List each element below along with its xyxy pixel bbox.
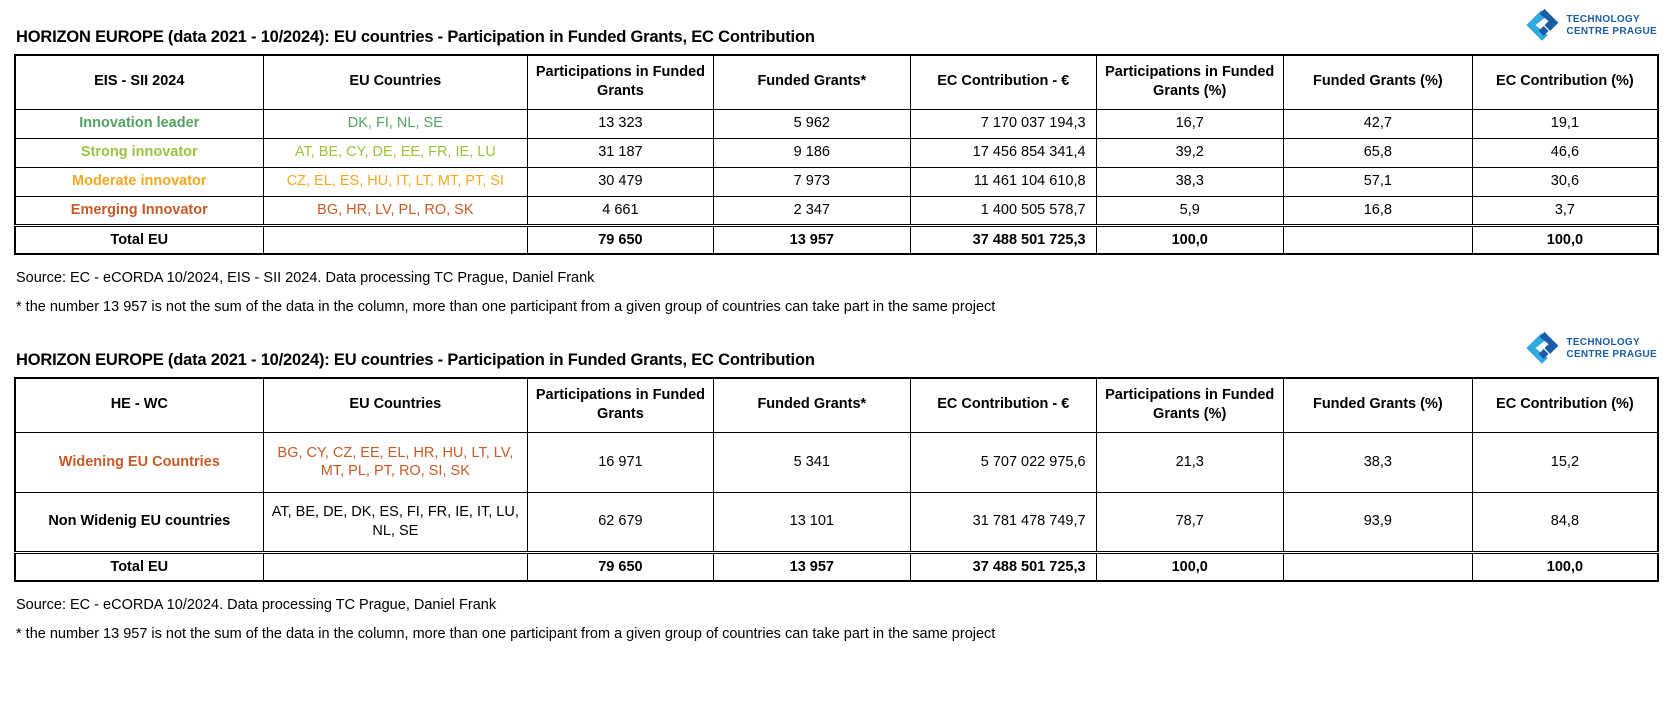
footnote: * the number 13 957 is not the sum of the data in the column, more than one participant from a given group of countries can take part in the same project (16, 626, 996, 642)
row-countries: BG, CY, CZ, EE, EL, HR, HU, LT, LV, MT, PL, PT, RO, SI, SK (263, 432, 528, 492)
row-value: 5 962 (713, 109, 910, 138)
row-label: Non Widenig EU countries (15, 492, 263, 552)
he-wc-table (14, 377, 1659, 582)
row-value: 78,7 (1096, 492, 1283, 552)
source-note: Source: EC - eCORDA 10/2024, EIS - SII 2024. Data processing TC Prague, Daniel Frank (16, 270, 595, 286)
row-countries: AT, BE, CY, DE, EE, FR, IE, LU (263, 138, 528, 167)
row-countries: AT, BE, DE, DK, ES, FI, FR, IE, IT, LU, NL, SE (263, 492, 528, 552)
row-value: 15,2 (1472, 432, 1658, 492)
source-note: Source: EC - eCORDA 10/2024. Data processing TC Prague, Daniel Frank (16, 597, 497, 613)
col-header-participations-pct: Participations in Funded Grants (%) (1096, 378, 1283, 432)
row-label: Emerging Innovator (15, 196, 263, 225)
row-value: 16,7 (1096, 109, 1283, 138)
row-value: 100,0 (1472, 552, 1658, 581)
row-countries: BG, HR, LV, PL, RO, SK (263, 196, 528, 225)
col-header-countries: EU Countries (263, 55, 528, 109)
col-header-countries: EU Countries (263, 378, 528, 432)
page-title: HORIZON EUROPE (data 2021 - 10/2024): EU countries - Participation in Funded Grants, EC Contribution (16, 351, 815, 369)
row-value: 37 488 501 725,3 (910, 225, 1096, 254)
table-row (15, 492, 1658, 552)
col-header-participations-pct: Participations in Funded Grants (%) (1096, 55, 1283, 109)
row-countries (263, 225, 528, 254)
section-eis-sii (14, 6, 1659, 315)
row-label: Total EU (15, 552, 263, 581)
tc-prague-logo (1524, 8, 1657, 44)
logo-text-line1: TECHNOLOGY (1566, 14, 1640, 25)
row-label: Total EU (15, 225, 263, 254)
row-value: 17 456 854 341,4 (910, 138, 1096, 167)
row-value: 21,3 (1096, 432, 1283, 492)
row-value: 16,8 (1283, 196, 1472, 225)
row-label: Innovation leader (15, 109, 263, 138)
total-row (15, 225, 1658, 254)
row-value: 11 461 104 610,8 (910, 167, 1096, 196)
col-header-ec-contribution-pct: EC Contribution (%) (1472, 378, 1658, 432)
row-value: 9 186 (713, 138, 910, 167)
row-value: 2 347 (713, 196, 910, 225)
col-header-participations: Participations in Funded Grants (528, 55, 714, 109)
row-value: 65,8 (1283, 138, 1472, 167)
page-title: HORIZON EUROPE (data 2021 - 10/2024): EU countries - Participation in Funded Grants, EC Contribution (16, 28, 815, 46)
tc-prague-logo-text (1566, 337, 1657, 361)
col-header-funded-grants: Funded Grants* (713, 378, 910, 432)
row-value: 3,7 (1472, 196, 1658, 225)
row-label: Strong innovator (15, 138, 263, 167)
row-value: 4 661 (528, 196, 714, 225)
row-value: 100,0 (1096, 225, 1283, 254)
row-value: 30 479 (528, 167, 714, 196)
row-value: 93,9 (1283, 492, 1472, 552)
row-value: 38,3 (1096, 167, 1283, 196)
header-row (15, 378, 1658, 432)
eis-sii-table (14, 54, 1659, 255)
table-row (15, 432, 1658, 492)
row-value: 57,1 (1283, 167, 1472, 196)
col-header-funded-grants-pct: Funded Grants (%) (1283, 55, 1472, 109)
row-value (1283, 552, 1472, 581)
tc-diamond-logo-icon (1524, 8, 1560, 44)
title-row (14, 329, 1659, 371)
row-value: 13 957 (713, 552, 910, 581)
logo-text-line2: CENTRE PRAGUE (1566, 26, 1657, 37)
tc-prague-logo-text (1566, 14, 1657, 38)
col-header-ec-contribution-pct: EC Contribution (%) (1472, 55, 1658, 109)
table-row (15, 167, 1658, 196)
row-value: 5,9 (1096, 196, 1283, 225)
row-countries: CZ, EL, ES, HU, IT, LT, MT, PT, SI (263, 167, 528, 196)
logo-text-line2: CENTRE PRAGUE (1566, 349, 1657, 360)
row-value: 16 971 (528, 432, 714, 492)
row-value: 79 650 (528, 552, 714, 581)
table-row (15, 138, 1658, 167)
row-value: 13 101 (713, 492, 910, 552)
row-value: 19,1 (1472, 109, 1658, 138)
col-header-group: EIS - SII 2024 (15, 55, 263, 109)
tc-diamond-logo-icon (1524, 331, 1560, 367)
row-value (1283, 225, 1472, 254)
col-header-funded-grants-pct: Funded Grants (%) (1283, 378, 1472, 432)
section-he-wc (14, 329, 1659, 642)
col-header-ec-contribution: EC Contribution - € (910, 378, 1096, 432)
row-label: Widening EU Countries (15, 432, 263, 492)
row-value: 84,8 (1472, 492, 1658, 552)
row-value: 62 679 (528, 492, 714, 552)
table-row (15, 196, 1658, 225)
row-value: 37 488 501 725,3 (910, 552, 1096, 581)
row-value: 38,3 (1283, 432, 1472, 492)
logo-text-line1: TECHNOLOGY (1566, 337, 1640, 348)
col-header-funded-grants: Funded Grants* (713, 55, 910, 109)
row-value: 31 187 (528, 138, 714, 167)
row-countries (263, 552, 528, 581)
row-value: 13 323 (528, 109, 714, 138)
header-row (15, 55, 1658, 109)
row-value: 39,2 (1096, 138, 1283, 167)
col-header-ec-contribution: EC Contribution - € (910, 55, 1096, 109)
tc-prague-logo (1524, 331, 1657, 367)
row-value: 7 170 037 194,3 (910, 109, 1096, 138)
row-value: 46,6 (1472, 138, 1658, 167)
row-value: 7 973 (713, 167, 910, 196)
total-row (15, 552, 1658, 581)
row-value: 42,7 (1283, 109, 1472, 138)
col-header-group: HE - WC (15, 378, 263, 432)
row-label: Moderate innovator (15, 167, 263, 196)
row-value: 79 650 (528, 225, 714, 254)
row-countries: DK, FI, NL, SE (263, 109, 528, 138)
title-row (14, 6, 1659, 48)
row-value: 100,0 (1096, 552, 1283, 581)
col-header-participations: Participations in Funded Grants (528, 378, 714, 432)
row-value: 13 957 (713, 225, 910, 254)
row-value: 30,6 (1472, 167, 1658, 196)
row-value: 100,0 (1472, 225, 1658, 254)
row-value: 31 781 478 749,7 (910, 492, 1096, 552)
row-value: 5 341 (713, 432, 910, 492)
footnote: * the number 13 957 is not the sum of the data in the column, more than one participant from a given group of countries can take part in the same project (16, 299, 996, 315)
row-value: 5 707 022 975,6 (910, 432, 1096, 492)
row-value: 1 400 505 578,7 (910, 196, 1096, 225)
table-row (15, 109, 1658, 138)
